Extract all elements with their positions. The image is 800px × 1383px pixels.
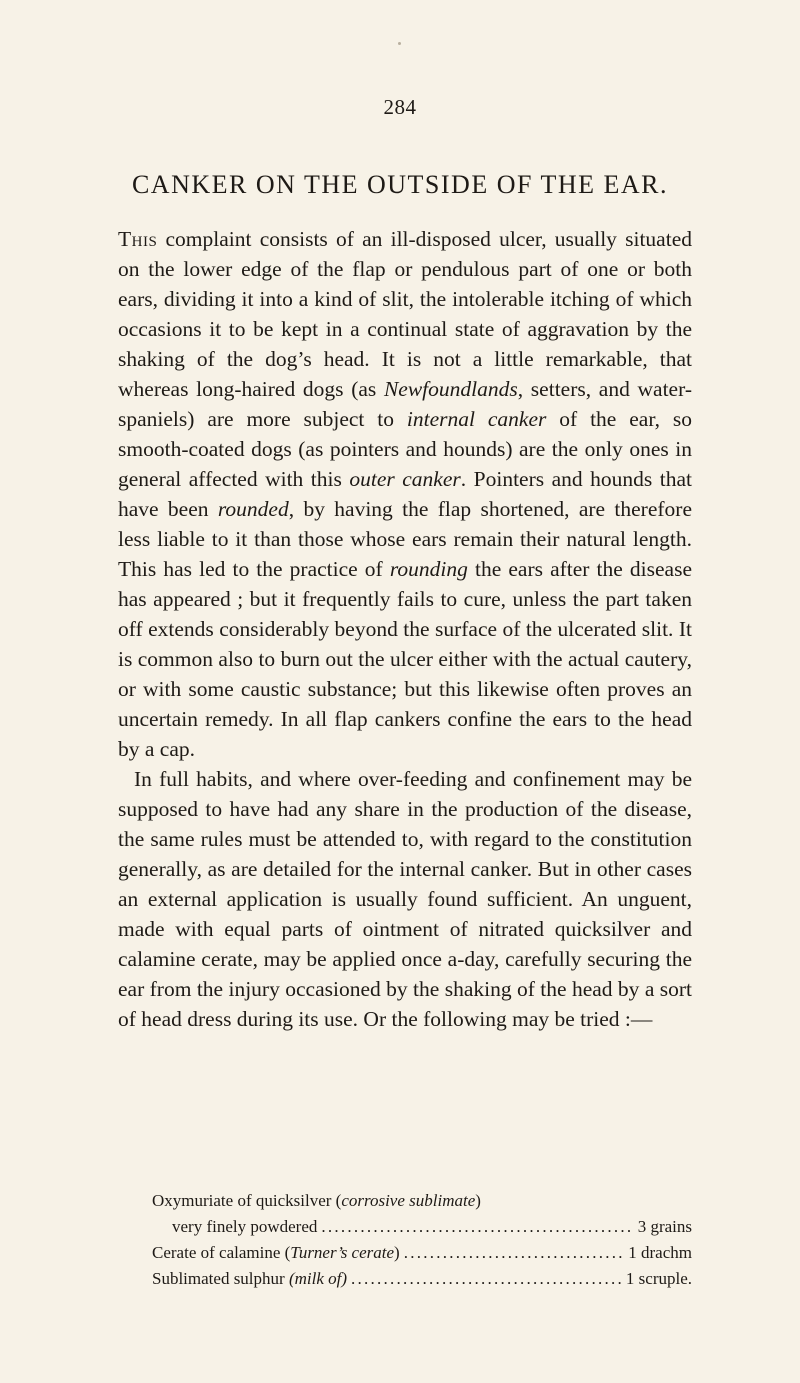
dot-leader — [404, 1240, 625, 1266]
italic-run: rounded — [217, 497, 289, 521]
text-run: of the ear, so smooth-coated dogs (as pointers and hounds) are the only ones in general affected with this — [118, 407, 692, 491]
ingredient-quantity: 3 grains — [637, 1217, 692, 1236]
drop-word: This — [118, 227, 158, 251]
text-run: . Pointers and hounds that have been — [118, 467, 693, 521]
recipe-line-1-cont — [152, 1214, 692, 1240]
chapter-title: CANKER ON THE OUTSIDE OF THE EAR. — [131, 170, 669, 199]
paragraph-1 — [118, 224, 692, 764]
italic-run: rounding — [389, 557, 468, 581]
recipe-line-3 — [152, 1266, 692, 1292]
body-text — [118, 224, 692, 1034]
ingredient-name: Oxymuriate of quicksilver (corrosive sublimate) — [152, 1191, 481, 1210]
dot-leader — [351, 1266, 622, 1292]
ingredient-name: Sublimated sulphur (milk of) — [152, 1269, 348, 1288]
page-number: 284 — [383, 95, 417, 119]
italic-run: Newfoundlands — [383, 377, 518, 401]
ingredient-note: very finely powdered — [172, 1217, 318, 1236]
text-run: , setters, and water-spaniels) are more subject to — [118, 377, 692, 431]
paragraph-2: In full habits, and where over-feeding and confinement may be supposed to have had any share in the production of the disease, the same rules must be attended to, with regard to the constitution generally, as are detailed for the internal canker. But in other cases an external application is usually found sufficient. An unguent, made with equal parts of ointment of nitrated quicksilver and calamine cerate, may be applied once a-day, carefully securing the ear from the injury occasioned by the shaking of the head by a sort of head dress during its use. Or the following may be tried :— — [118, 767, 692, 1031]
italic-run: internal canker — [406, 407, 547, 431]
italic-run: outer canker — [349, 467, 461, 491]
text-run: , by having the flap shortened, are therefore less liable to it than those whose ears remain their natural length. This has led to the practice of — [118, 497, 692, 581]
ingredient-quantity: 1 drachm — [628, 1243, 692, 1262]
recipe — [152, 1188, 692, 1292]
dot-leader — [321, 1214, 633, 1240]
recipe-line-2 — [152, 1240, 692, 1266]
ingredient-quantity: 1 scruple. — [625, 1269, 692, 1288]
ingredient-name: Cerate of calamine (Turner’s cerate) — [152, 1243, 400, 1262]
text-run: the ears after the disease has appeared ; but it frequently fails to cure, unless the part taken off extends considerably beyond the surface of the ulcerated slit. It is common also to burn out the ulcer either with the actual cautery, or with some caustic substance; but this likewise often proves an uncertain remedy. In all flap cankers confine the ears to the head by a cap. — [118, 557, 693, 761]
recipe-line-1 — [152, 1188, 692, 1214]
text-run: complaint consists of an ill-disposed ulcer, usually situated on the lower edge of the flap or pendulous part of one or both ears, dividing it into a kind of slit, the intolerable itching of which occasions it to be kept in a continual state of aggravation by the shaking of the dog’s head. It is not a little remarkable, that whereas long-haired dogs (as — [118, 227, 692, 401]
paper-speck — [398, 42, 401, 45]
